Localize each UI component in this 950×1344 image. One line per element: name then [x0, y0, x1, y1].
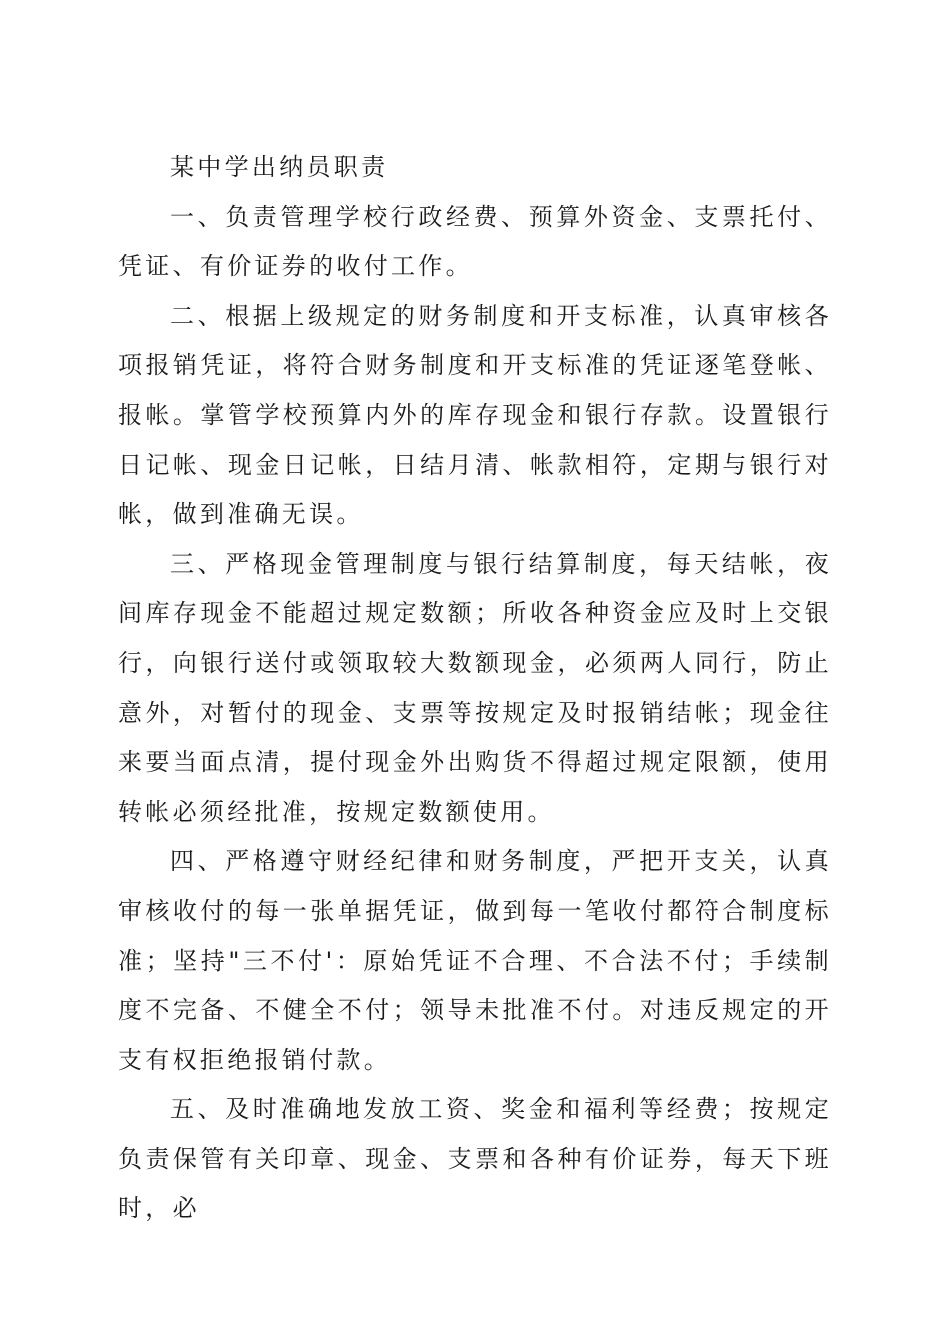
paragraph-5: 五、及时准确地发放工资、奖金和福利等经费；按规定负责保管有关印章、现金、支票和各种有价证券，每天下班时，必: [118, 1095, 832, 1223]
paragraph-4: 四、严格遵守财经纪律和财务制度，严把开支关，认真审核收付的每一张单据凭证，做到每一笔收付都符合制度标准；坚持"三不付'：原始凭证不合理、不合法不付；手续制度不完备、不健全不付；领导未批准不付。对违反规定的开支有权拒绝报销付款。: [118, 847, 832, 1074]
document-title: 某中学出纳员职责: [170, 153, 389, 181]
document-page: [118, 143, 832, 1234]
paragraph-2: 二、根据上级规定的财务制度和开支标准，认真审核各项报销凭证，将符合财务制度和开支标准的凭证逐笔登帐、报帐。掌管学校预算内外的库存现金和银行存款。设置银行日记帐、现金日记帐，日结月清、帐款相符，定期与银行对帐，做到准确无误。: [118, 301, 832, 529]
paragraph-3: 三、严格现金管理制度与银行结算制度，每天结帐，夜间库存现金不能超过规定数额；所收各种资金应及时上交银行，向银行送付或领取较大数额现金，必须两人同行，防止意外，对暂付的现金、支票等按规定及时报销结帐；现金往来要当面点清，提付现金外出购货不得超过规定限额，使用转帐必须经批准，按规定数额使用。: [118, 549, 832, 826]
paragraph-1: 一、负责管理学校行政经费、预算外资金、支票托付、凭证、有价证券的收付工作。: [118, 202, 832, 281]
